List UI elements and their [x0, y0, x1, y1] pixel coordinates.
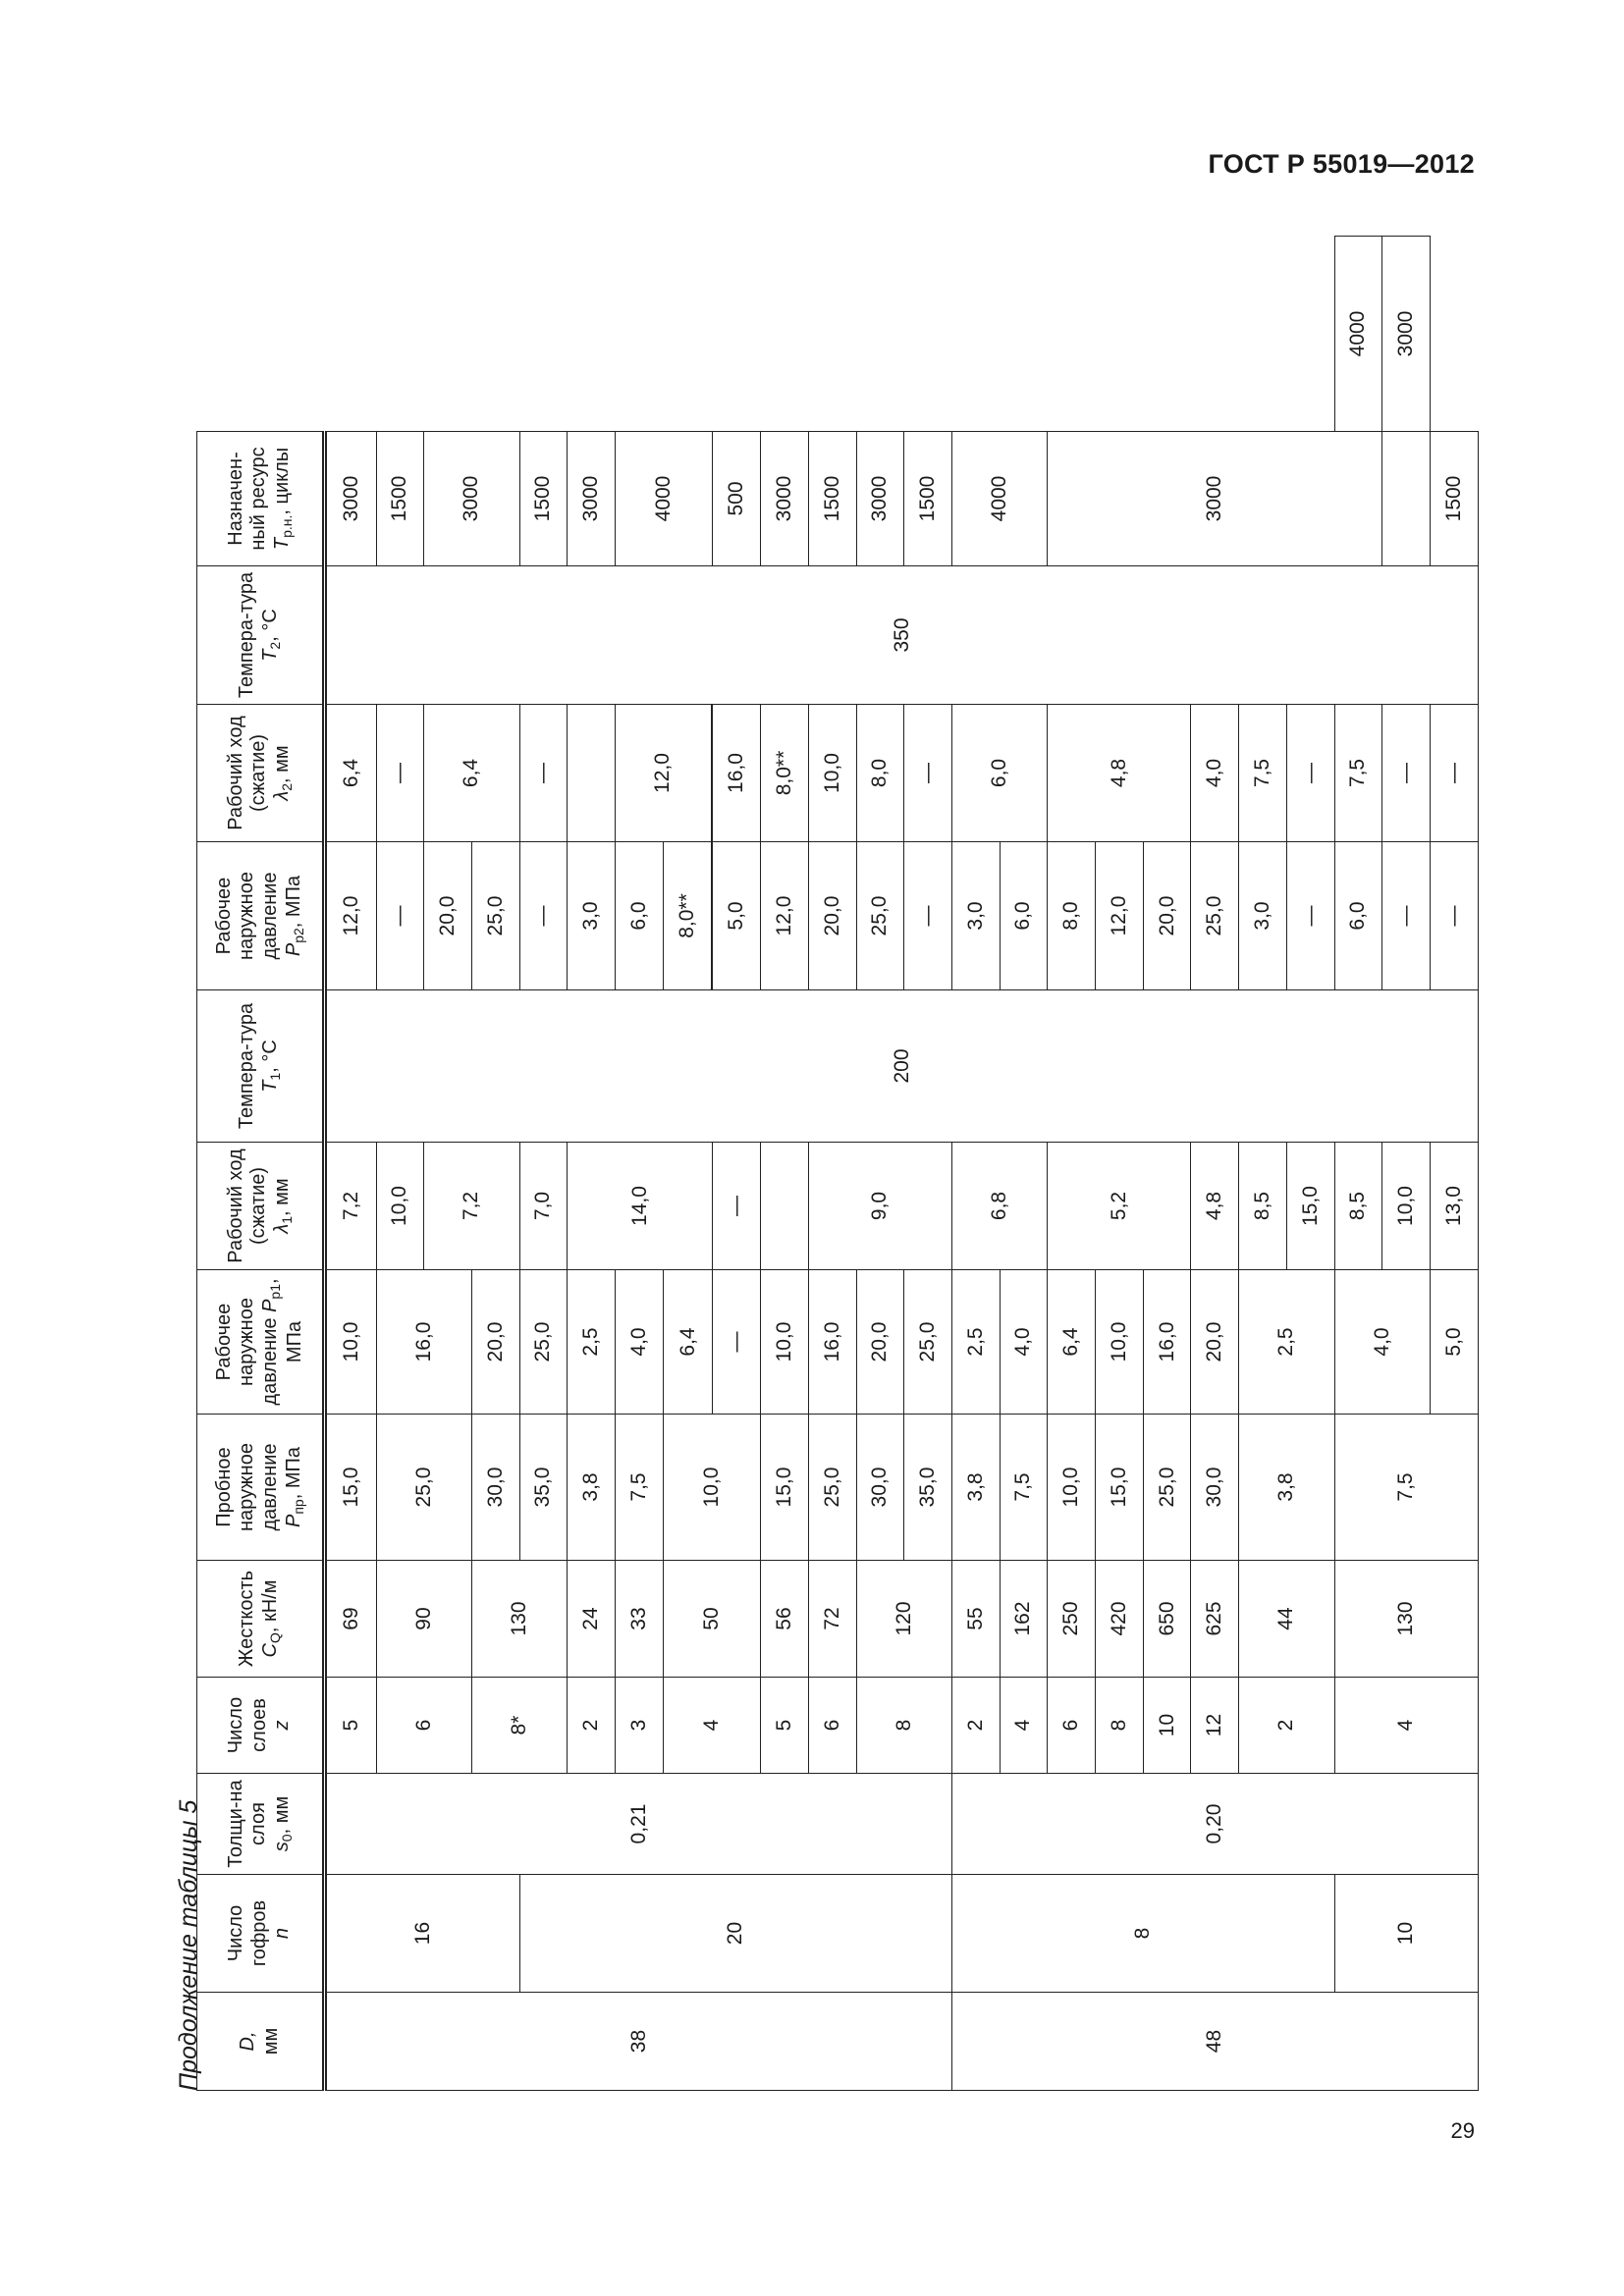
cell-layers: 5: [761, 1678, 809, 1774]
cell-stiffness: 33: [616, 1561, 664, 1678]
col-header-layer-thickness: Толщи-на слоя $s_0$, мм: [197, 1774, 325, 1875]
cell-stroke-2: 6,0: [951, 705, 1047, 842]
cell-temperature-2: 350: [325, 566, 1479, 705]
cell-resource: 3000: [424, 432, 519, 566]
cell-working-pressure-2: 6,0: [1334, 842, 1382, 990]
cell-stiffness: 24: [568, 1561, 616, 1678]
cell-test-pressure: 10,0: [1048, 1415, 1096, 1561]
cell-layers: 2: [951, 1678, 1000, 1774]
cell-working-pressure-2: —: [1382, 842, 1431, 990]
cell-stroke-2: 6,4: [424, 705, 519, 842]
cell-stroke-1: 7,2: [424, 1143, 519, 1270]
cell-stroke-2: 8,0: [856, 705, 904, 842]
cell-stiffness: 69: [325, 1561, 377, 1678]
cell-stroke-1: 7,2: [325, 1143, 377, 1270]
table-caption: Продолжение таблицы 5: [175, 1799, 202, 2091]
specification-table: [196, 236, 1479, 2091]
cell-test-pressure: 25,0: [808, 1415, 856, 1561]
cell-stroke-2: 7,5: [1239, 705, 1287, 842]
cell-resource: 3000: [325, 432, 377, 566]
cell-stroke-1: [761, 1143, 809, 1270]
cell-layers: 6: [1048, 1678, 1096, 1774]
cell-working-pressure-2: 20,0: [1143, 842, 1191, 990]
cell-working-pressure-2: 3,0: [951, 842, 1000, 990]
cell-test-pressure: 35,0: [904, 1415, 952, 1561]
cell-working-pressure-1: 6,4: [663, 1270, 713, 1415]
cell-working-pressure-1: 2,5: [568, 1270, 616, 1415]
cell-working-pressure-1: 16,0: [376, 1270, 471, 1415]
cell-working-pressure-1: 20,0: [856, 1270, 904, 1415]
table-row: [951, 237, 1000, 2091]
cell-working-pressure-2: —: [519, 842, 568, 990]
cell-test-pressure: 30,0: [1191, 1415, 1239, 1561]
cell-working-pressure-2: 8,0**: [663, 842, 711, 990]
page-number: 29: [1450, 2118, 1475, 2143]
cell-test-pressure: 7,5: [616, 1415, 664, 1561]
cell-working-pressure-1: 25,0: [904, 1270, 952, 1415]
cell-stiffness: 56: [761, 1561, 809, 1678]
col-header-stroke-2: Рабочий ход (сжатие) $\lambda_2$, мм: [197, 705, 325, 842]
cell-stroke-1: 15,0: [1286, 1143, 1334, 1270]
cell-layer-thickness: 0,20: [951, 1774, 1478, 1875]
cell-working-pressure-1: 25,0: [519, 1270, 568, 1415]
cell-working-pressure-1: 16,0: [1143, 1270, 1191, 1415]
cell-stroke-2: —: [904, 705, 952, 842]
cell-resource: 3000: [761, 432, 809, 566]
cell-working-pressure-2: —: [376, 842, 424, 990]
cell-working-pressure-2: 20,0: [808, 842, 856, 990]
cell-working-pressure-1: 10,0: [1096, 1270, 1144, 1415]
cell-test-pressure: 15,0: [325, 1415, 377, 1561]
cell-layers: 4: [1334, 1678, 1478, 1774]
cell-test-pressure: 3,8: [1239, 1415, 1334, 1561]
cell-stiffness: 650: [1143, 1561, 1191, 1678]
cell-stroke-2: 4,8: [1048, 705, 1191, 842]
cell-test-pressure: 3,8: [568, 1415, 616, 1561]
cell-stroke-1: 9,0: [808, 1143, 951, 1270]
cell-working-pressure-2: —: [904, 842, 952, 990]
cell-working-pressure-1: 4,0: [1000, 1270, 1048, 1415]
cell-layers: 6: [376, 1678, 471, 1774]
cell-working-pressure-1: 2,5: [1239, 1270, 1334, 1415]
cell-stiffness: 130: [471, 1561, 567, 1678]
cell-stroke-1: 8,5: [1239, 1143, 1287, 1270]
cell-working-pressure-1: —: [713, 1270, 761, 1415]
cell-stroke-1: 5,2: [1048, 1143, 1191, 1270]
cell-layer-thickness: 0,21: [325, 1774, 952, 1875]
cell-working-pressure-2: 25,0: [1191, 842, 1239, 990]
cell-resource: 4000: [616, 432, 713, 566]
cell-stiffness: 44: [1239, 1561, 1334, 1678]
cell-working-pressure-1: 5,0: [1430, 1270, 1478, 1415]
col-header-stroke-1: Рабочий ход (сжатие) $\lambda_1$, мм: [197, 1143, 325, 1270]
cell-test-pressure: 7,5: [1334, 1415, 1478, 1561]
cell-resource: 1500: [519, 432, 568, 566]
col-header-corrugations: Число гофров n: [197, 1875, 325, 1993]
col-header-temperature-2: Темпера-тура $T_2$, °С: [197, 566, 325, 705]
cell-layers: 2: [1239, 1678, 1334, 1774]
cell-temperature-1: 200: [325, 990, 1479, 1143]
col-header-resource: Назначен-ный ресурс $T_{р.н.}$, циклы: [197, 432, 325, 566]
cell-stroke-2: —: [1382, 705, 1431, 842]
cell-stroke-2: 16,0: [713, 705, 761, 842]
cell-working-pressure-2: —: [1286, 842, 1334, 990]
cell-stiffness: 420: [1096, 1561, 1144, 1678]
cell-working-pressure-1: 6,4: [1048, 1270, 1096, 1415]
cell-resource: 3000: [1382, 237, 1431, 432]
cell-resource: 3000: [568, 432, 616, 566]
cell-stiffness: 162: [1000, 1561, 1048, 1678]
cell-working-pressure-2: 6,0: [1000, 842, 1048, 990]
cell-working-pressure-2: 25,0: [856, 842, 904, 990]
cell-stroke-2: —: [1286, 705, 1334, 842]
cell-resource: 1500: [904, 432, 952, 566]
cell-layers: 10: [1143, 1678, 1191, 1774]
col-header-working-pressure-2: Рабочее наружное давление $P_{р2}$, МПа: [197, 842, 325, 990]
cell-working-pressure-1: 10,0: [761, 1270, 809, 1415]
col-header-stiffness: Жесткость $C_Q$, кН/м: [197, 1561, 325, 1678]
cell-stroke-1: 10,0: [1382, 1143, 1431, 1270]
cell-layers: 6: [808, 1678, 856, 1774]
cell-layers: 4: [1000, 1678, 1048, 1774]
cell-stroke-1: 13,0: [1430, 1143, 1478, 1270]
cell-resource: 1500: [1430, 432, 1478, 566]
cell-stroke-2: 4,0: [1191, 705, 1239, 842]
cell-test-pressure: 35,0: [519, 1415, 568, 1561]
col-header-test-pressure: Пробное наружное давление $P_{пр}$, МПа: [197, 1415, 325, 1561]
cell-stroke-2: 6,4: [325, 705, 377, 842]
cell-stroke-1: 6,8: [951, 1143, 1047, 1270]
col-header-temperature-1: Темпера-тура $T_1$, °С: [197, 990, 325, 1143]
cell-resource: 4000: [951, 432, 1047, 566]
cell-corrugations: 20: [519, 1875, 951, 1993]
cell-stroke-2: 7,5: [1334, 705, 1382, 842]
cell-working-pressure-2: 25,0: [471, 842, 519, 990]
cell-working-pressure-2: 5,0: [713, 842, 761, 990]
cell-working-pressure-1: 4,0: [1334, 1270, 1430, 1415]
cell-stroke-1: 7,0: [519, 1143, 568, 1270]
cell-working-pressure-2: 3,0: [1239, 842, 1287, 990]
cell-layers: 2: [568, 1678, 616, 1774]
cell-working-pressure-1: 2,5: [951, 1270, 1000, 1415]
table-row: [325, 237, 377, 2091]
cell-resource: 1500: [808, 432, 856, 566]
cell-stroke-1: —: [713, 1143, 761, 1270]
cell-working-pressure-1: 20,0: [1191, 1270, 1239, 1415]
cell-stroke-1: 14,0: [568, 1143, 713, 1270]
cell-working-pressure-2: 12,0: [325, 842, 377, 990]
cell-stiffness: 50: [663, 1561, 760, 1678]
cell-layers: 4: [663, 1678, 760, 1774]
cell-working-pressure-1: 10,0: [325, 1270, 377, 1415]
cell-stiffness: 90: [376, 1561, 471, 1678]
cell-working-pressure-1: 16,0: [808, 1270, 856, 1415]
cell-stroke-2: 8,0**: [761, 705, 809, 842]
cell-test-pressure: 25,0: [1143, 1415, 1191, 1561]
cell-resource: 4000: [1334, 237, 1382, 432]
cell-corrugations: 8: [951, 1875, 1334, 1993]
cell-stiffness: 250: [1048, 1561, 1096, 1678]
cell-stroke-2: —: [519, 705, 568, 842]
cell-working-pressure-2: 6,0: [616, 842, 664, 990]
cell-stroke-2: 12,0: [616, 705, 711, 842]
cell-layers: 12: [1191, 1678, 1239, 1774]
cell-stiffness: 120: [856, 1561, 951, 1678]
cell-working-pressure-1: 4,0: [616, 1270, 664, 1415]
cell-diameter: 48: [951, 1993, 1478, 2091]
cell-test-pressure: 30,0: [856, 1415, 904, 1561]
cell-layers: 8: [856, 1678, 951, 1774]
col-header-working-pressure-1: Рабочее наружное давление $P_{р1}$, МПа: [197, 1270, 325, 1415]
cell-test-pressure: 7,5: [1000, 1415, 1048, 1561]
cell-test-pressure: 3,8: [951, 1415, 1000, 1561]
cell-working-pressure-2: —: [1430, 842, 1478, 990]
cell-stiffness: 130: [1334, 1561, 1478, 1678]
rotated-table-wrapper: [196, 236, 1479, 2091]
cell-working-pressure-2: 20,0: [424, 842, 472, 990]
cell-stroke-2: [568, 705, 616, 842]
cell-working-pressure-2: 3,0: [568, 842, 616, 990]
cell-stroke-1: 4,8: [1191, 1143, 1239, 1270]
cell-diameter: 38: [325, 1993, 952, 2091]
cell-stroke-2: —: [376, 705, 424, 842]
cell-resource: 500: [713, 432, 761, 566]
col-header-layers: Число слоев z: [197, 1678, 325, 1774]
cell-resource: 1500: [376, 432, 424, 566]
cell-corrugations: 16: [325, 1875, 520, 1993]
cell-layers: 3: [616, 1678, 664, 1774]
cell-layers: 8: [1096, 1678, 1144, 1774]
cell-layers: 8*: [471, 1678, 567, 1774]
cell-test-pressure: 15,0: [761, 1415, 809, 1561]
cell-stroke-2: —: [1430, 705, 1478, 842]
cell-stroke-2: 10,0: [808, 705, 856, 842]
cell-resource: 3000: [1048, 432, 1382, 566]
cell-corrugations: 10: [1334, 1875, 1478, 1993]
cell-test-pressure: 30,0: [471, 1415, 519, 1561]
cell-resource: 3000: [856, 432, 904, 566]
cell-test-pressure: 10,0: [663, 1415, 760, 1561]
cell-test-pressure: 15,0: [1096, 1415, 1144, 1561]
cell-test-pressure: 25,0: [376, 1415, 471, 1561]
cell-working-pressure-2: 12,0: [1096, 842, 1144, 990]
cell-working-pressure-2: 8,0: [1048, 842, 1096, 990]
cell-layers: 5: [325, 1678, 377, 1774]
cell-working-pressure-2: 12,0: [761, 842, 809, 990]
cell-stroke-1: 10,0: [376, 1143, 424, 1270]
col-header-diameter: D, мм: [197, 1993, 325, 2091]
cell-stroke-1: 8,5: [1334, 1143, 1382, 1270]
document-header: ГОСТ Р 55019—2012: [1208, 149, 1475, 179]
cell-working-pressure-1: 20,0: [471, 1270, 519, 1415]
cell-stiffness: 72: [808, 1561, 856, 1678]
cell-stiffness: 625: [1191, 1561, 1239, 1678]
header-row: [197, 237, 325, 2091]
cell-stiffness: 55: [951, 1561, 1000, 1678]
